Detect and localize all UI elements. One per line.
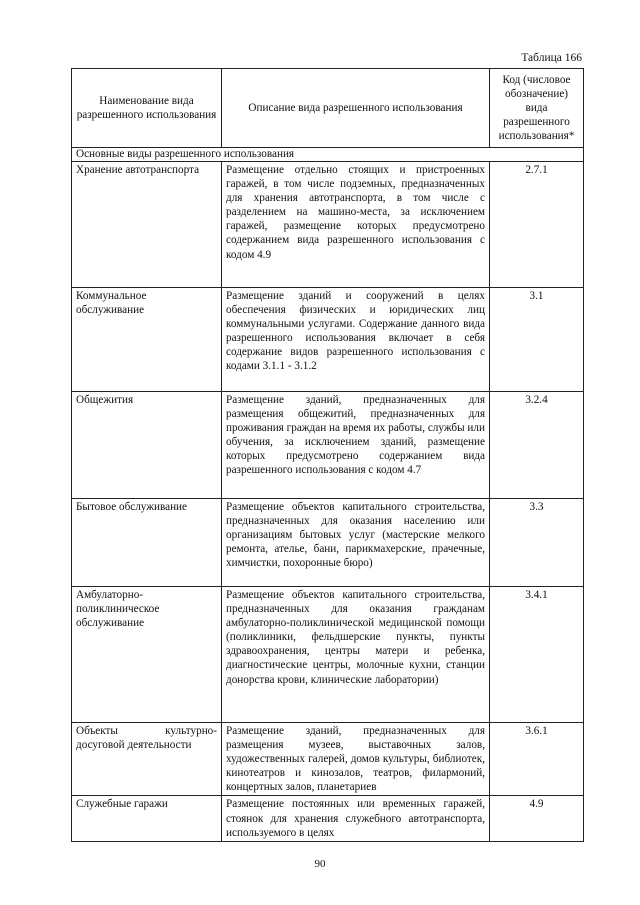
use-code: 3.1 [490,288,584,392]
use-name: Коммунальное обслуживание [72,288,222,392]
use-description: Размещение зданий, предназначенных для размещения музеев, выставочных залов, художественных галерей, домов культуры, библиотек, кинотеатров и кинозалов, театров, филармоний, концертных залов, планетариев [222,723,490,796]
use-name: Бытовое обслуживание [72,499,222,587]
use-code: 3.6.1 [490,723,584,796]
use-name: Служебные гаражи [72,796,222,841]
section-title: Основные виды разрешенного использования [72,148,584,162]
table-row [72,587,584,723]
table-row [72,162,584,288]
page-number: 90 [314,858,326,870]
land-use-table [71,68,584,842]
use-name: Хранение автотранспорта [72,162,222,288]
use-description: Размещение зданий и сооружений в целях обеспечения физических и юридических лиц коммунальными услугами. Содержание данного вида разрешенного использования включает в себя содержание видов разрешенного использования с кодами 3.1.1 - 3.1.2 [222,288,490,392]
header-description: Описание вида разрешенного использования [222,69,490,148]
use-name: Амбулаторно-поликлиническое обслуживание [72,587,222,723]
use-name: Объекты культурно-досуговой деятельности [72,723,222,796]
table-header-row [72,69,584,148]
table-row [72,392,584,499]
use-code: 3.2.4 [490,392,584,499]
use-description: Размещение отдельно стоящих и пристроенных гаражей, в том числе подземных, предназначенных для хранения автотранспорта, в том числе с разделением на машино-места, за исключением гаражей, размещение которых предусмотрено содержанием вида разрешенного использования с кодом 4.9 [222,162,490,288]
section-row [72,148,584,162]
header-code: Код (числовое обозначение) вида разрешенного использования* [490,69,584,148]
use-description: Размещение зданий, предназначенных для размещения общежитий, предназначенных для проживания граждан на время их работы, службы или обучения, за исключением зданий, размещение которых предусмотрено содержанием вида разрешенного использования с кодом 4.7 [222,392,490,499]
use-code: 2.7.1 [490,162,584,288]
table-row [72,288,584,392]
table-row [72,499,584,587]
header-name: Наименование вида разрешенного использования [72,69,222,148]
use-code: 3.4.1 [490,587,584,723]
use-name: Общежития [72,392,222,499]
use-description: Размещение постоянных или временных гаражей, стоянок для хранения служебного автотранспорта, используемого в целях [222,796,490,841]
use-code: 3.3 [490,499,584,587]
use-code: 4.9 [490,796,584,841]
table-row [72,796,584,841]
table-row [72,723,584,796]
use-description: Размещение объектов капитального строительства, предназначенных для оказания гражданам амбулаторно-поликлинической медицинской помощи (поликлиники, фельдшерские пункты, пункты здравоохранения, центры матери и ребенка, диагностические центры, молочные кухни, станции донорства крови, клинические лаборатории) [222,587,490,723]
use-description: Размещение объектов капитального строительства, предназначенных для оказания населению или организациям бытовых услуг (мастерские мелкого ремонта, ателье, бани, парикмахерские, прачечные, химчистки, похоронные бюро) [222,499,490,587]
table-caption: Таблица 166 [521,52,582,64]
